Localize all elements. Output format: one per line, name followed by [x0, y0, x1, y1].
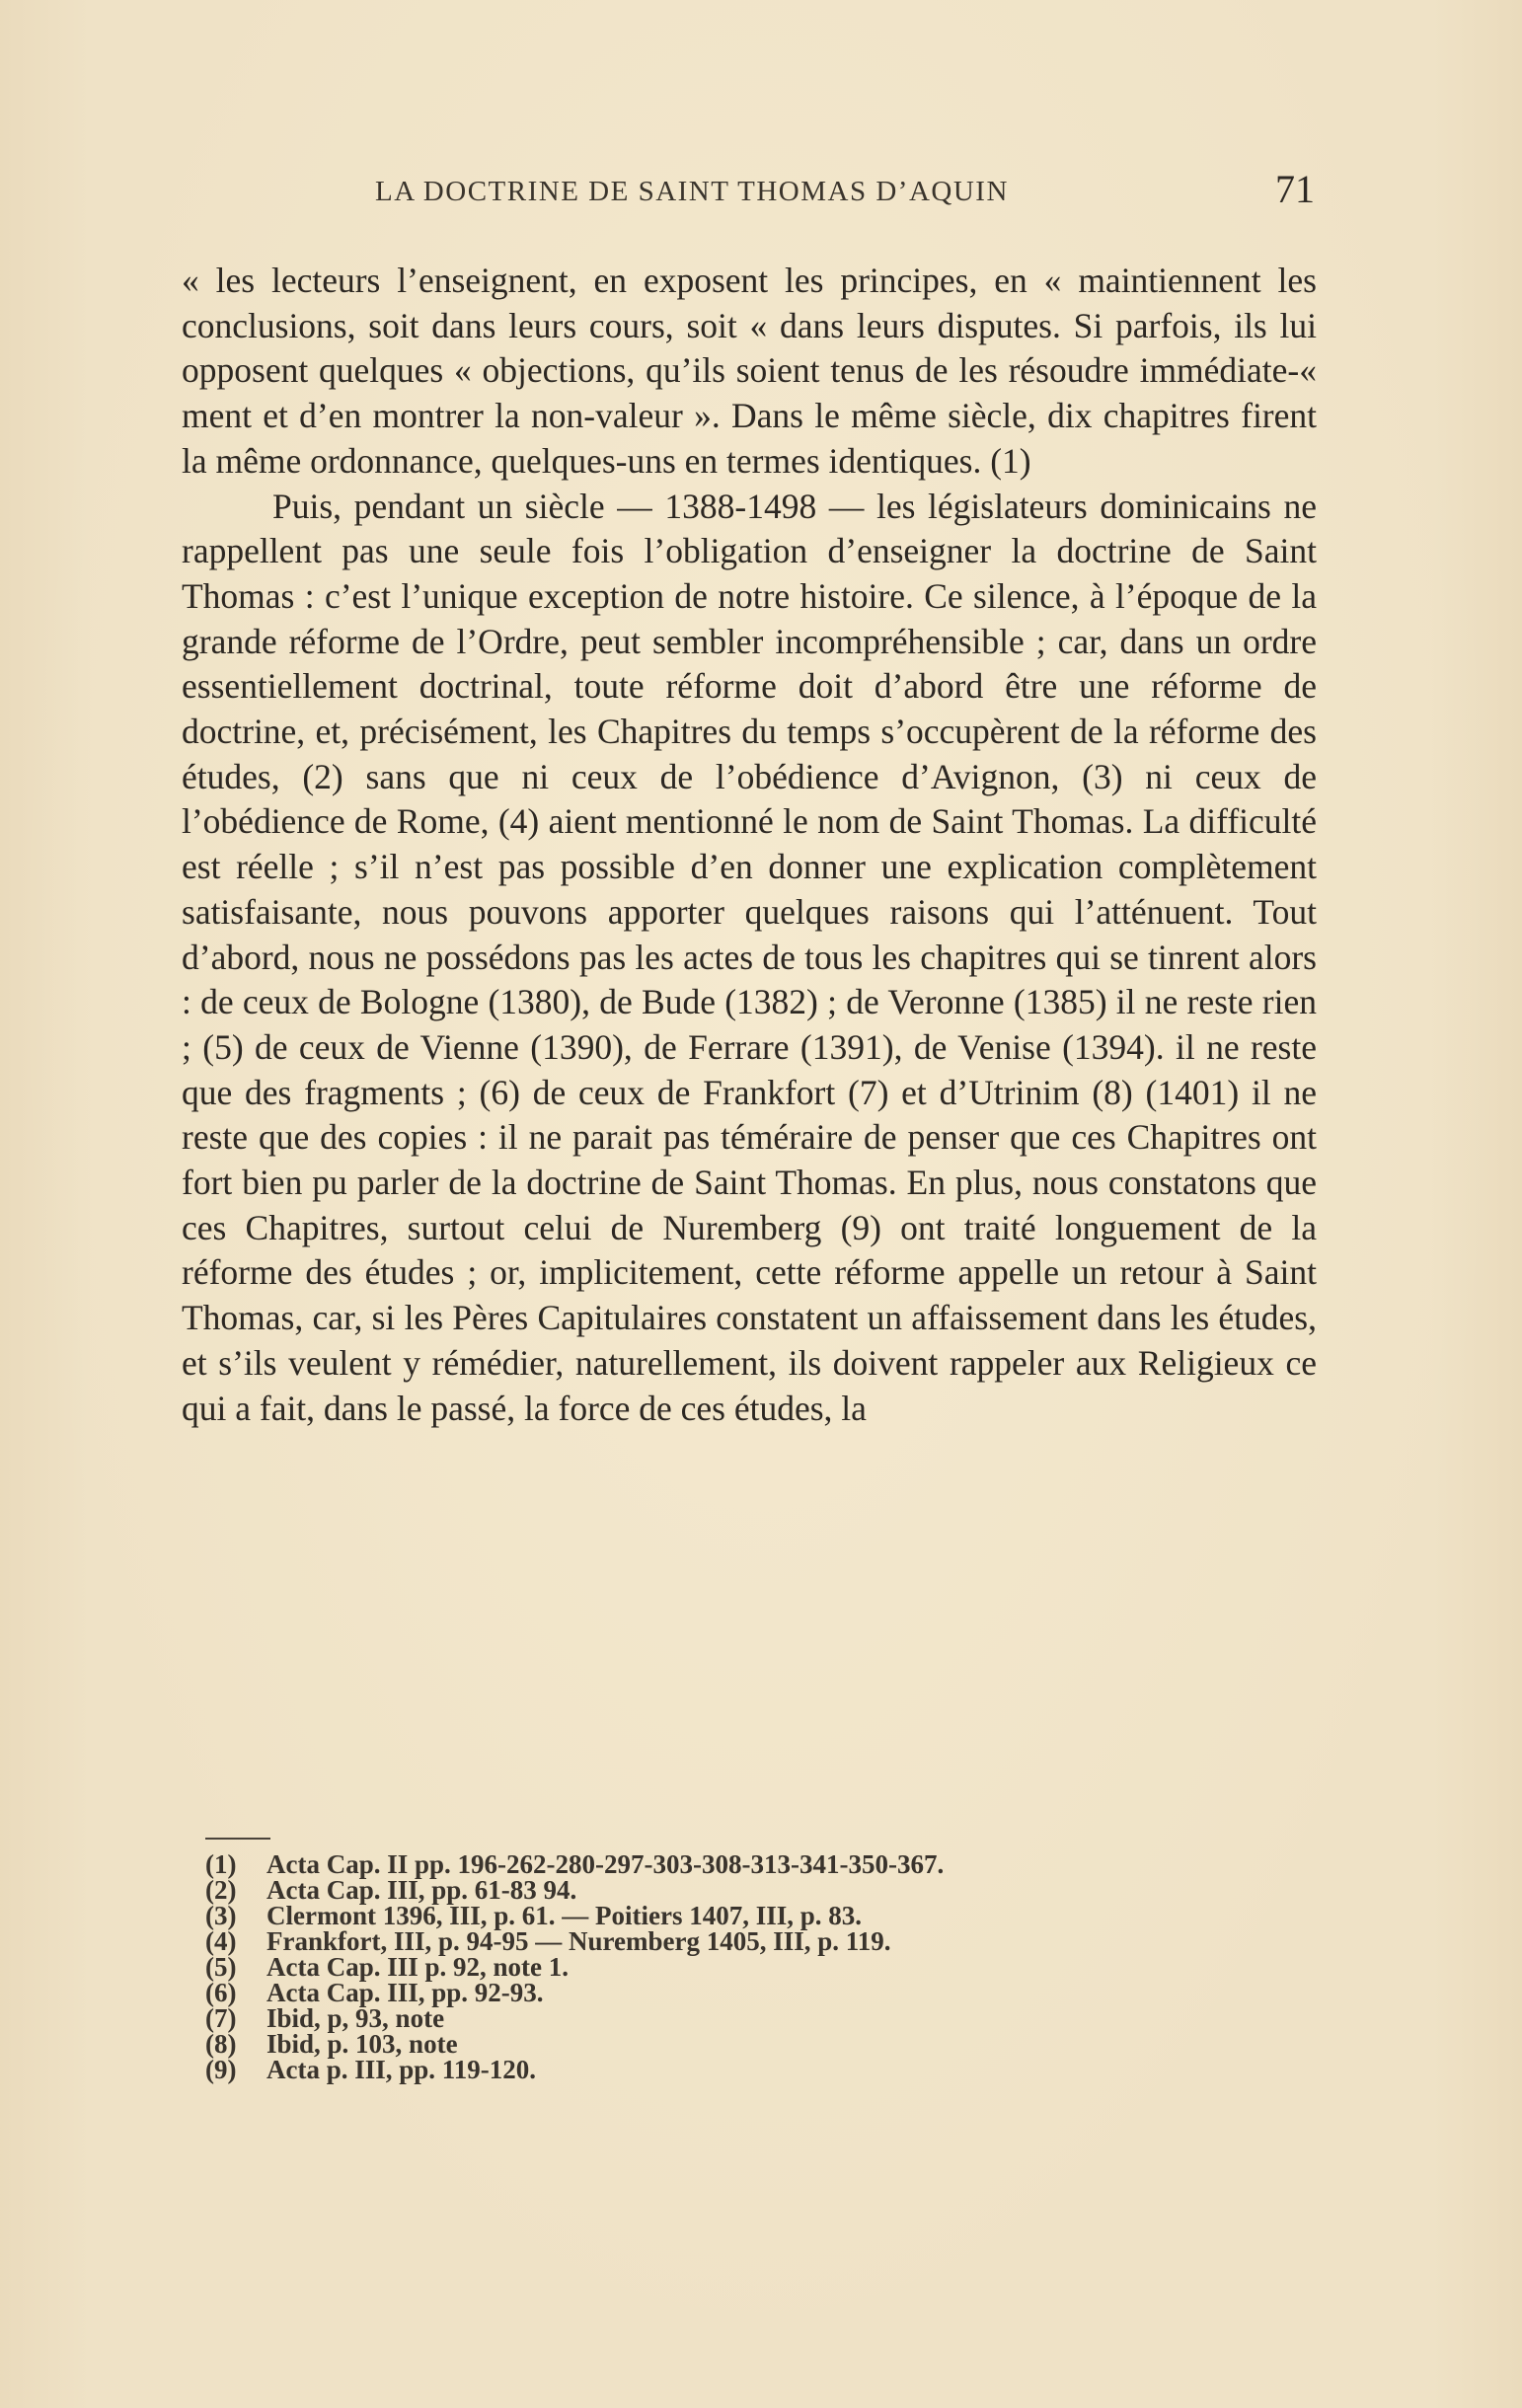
footnote-text: Clermont 1396, III, p. 61. — Poitiers 1407, III, p. 83.	[266, 1901, 863, 1930]
footnote-mark: (4)	[205, 1926, 237, 1956]
footnotes	[205, 1851, 1192, 2082]
footnote	[205, 1903, 1192, 1928]
footnote-text: Acta p. III, pp. 119-120.	[266, 2055, 537, 2084]
footnote	[205, 2031, 1192, 2057]
footnote-text: Frankfort, III, p. 94-95 — Nuremberg 1405, III, p. 119.	[266, 1926, 891, 1956]
footnote-mark: (2)	[205, 1875, 237, 1905]
footnote-text: Acta Cap. III, pp. 61-83 94.	[266, 1875, 577, 1905]
footnote-text: Acta Cap. III p. 92, note 1.	[266, 1952, 570, 1982]
footnote-mark: (9)	[205, 2055, 237, 2084]
footnote-text: Acta Cap. III, pp. 92-93.	[266, 1978, 544, 2007]
paragraph-quote-continuation: « les lecteurs l’enseignent, en exposent les principes, en « maintiennent les conclusions, soit dans leurs cours, soit « dans leurs disputes. Si parfois, ils lui opposent quelques « objections, qu’ils soient tenus de les résoudre immédiate-« ment et d’en montrer la non-valeur ». Dans le même siècle, dix chapitres firent la même ordonnance, quelques-uns en termes identiques. (1)	[182, 261, 1317, 481]
footnote-mark: (8)	[205, 2029, 237, 2059]
footnote-mark: (3)	[205, 1901, 237, 1930]
footnote-mark: (7)	[205, 2003, 237, 2033]
body-text	[182, 259, 1317, 1431]
footnote	[205, 1877, 1192, 1903]
page-number: 71	[1275, 167, 1315, 211]
footnote	[205, 2057, 1192, 2082]
running-title: LA DOCTRINE DE SAINT THOMAS D’AQUIN	[375, 176, 1009, 207]
paragraph-main: Puis, pendant un siècle — 1388-1498 — les législateurs dominicains ne rappellent pas une seule fois l’obligation d’enseigner la doctrine de Saint Thomas : c’est l’unique exception de notre histoire. Ce silence, à l’époque de la grande réforme de l’Ordre, peut sembler incompréhensible ; car, dans un ordre essentiellement doctrinal, toute réforme doit d’abord être une réforme de doctrine, et, précisément, les Chapitres du temps s’occupèrent de la réforme des études, (2) sans que ni ceux de l’obédience d’Avignon, (3) ni ceux de l’obédience de Rome, (4) aient mentionné le nom de Saint Thomas. La difficulté est réelle ; s’il n’est pas possible d’en donner une explication complètement satisfaisante, nous pouvons apporter quelques raisons qui l’atténuent. Tout d’abord, nous ne possédons pas les actes de tous les chapitres qui se tinrent alors : de ceux de Bologne (1380), de Bude (1382) ; de Veronne (1385) il ne reste rien ; (5) de ceux de Vienne (1390), de Ferrare (1391), de Venise (1394). il ne reste que des fragments ; (6) de ceux de Frankfort (7) et d’Utrinim (8) (1401) il ne reste que des copies : il ne parait pas téméraire de penser que ces Chapitres ont fort bien pu parler de la doctrine de Saint Thomas. En plus, nous constatons que ces Chapitres, surtout celui de Nuremberg (9) ont traité longuement de la réforme des études ; or, implicitement, cette réforme appelle un retour à Saint Thomas, car, si les Pères Capitulaires constatent un affaissement dans les études, et s’ils veulent y rémédier, naturellement, ils doivent rappeler aux Religieux ce qui a fait, dans le passé, la force de ces études, la	[182, 486, 1317, 1428]
page-header	[375, 166, 1315, 213]
footnote-divider	[205, 1838, 270, 1840]
footnote-mark: (6)	[205, 1978, 237, 2007]
footnote-mark: (5)	[205, 1952, 237, 1982]
footnote	[205, 2005, 1192, 2031]
footnote	[205, 1954, 1192, 1980]
footnote	[205, 1928, 1192, 1954]
footnote-mark: (1)	[205, 1849, 237, 1879]
footnote	[205, 1851, 1192, 1877]
footnote-text: Ibid, p, 93, note	[266, 2003, 445, 2033]
footnote	[205, 1980, 1192, 2005]
footnote-text: Ibid, p. 103, note	[266, 2029, 458, 2059]
footnote-text: Acta Cap. II pp. 196-262-280-297-303-308-313-341-350-367.	[266, 1849, 945, 1879]
